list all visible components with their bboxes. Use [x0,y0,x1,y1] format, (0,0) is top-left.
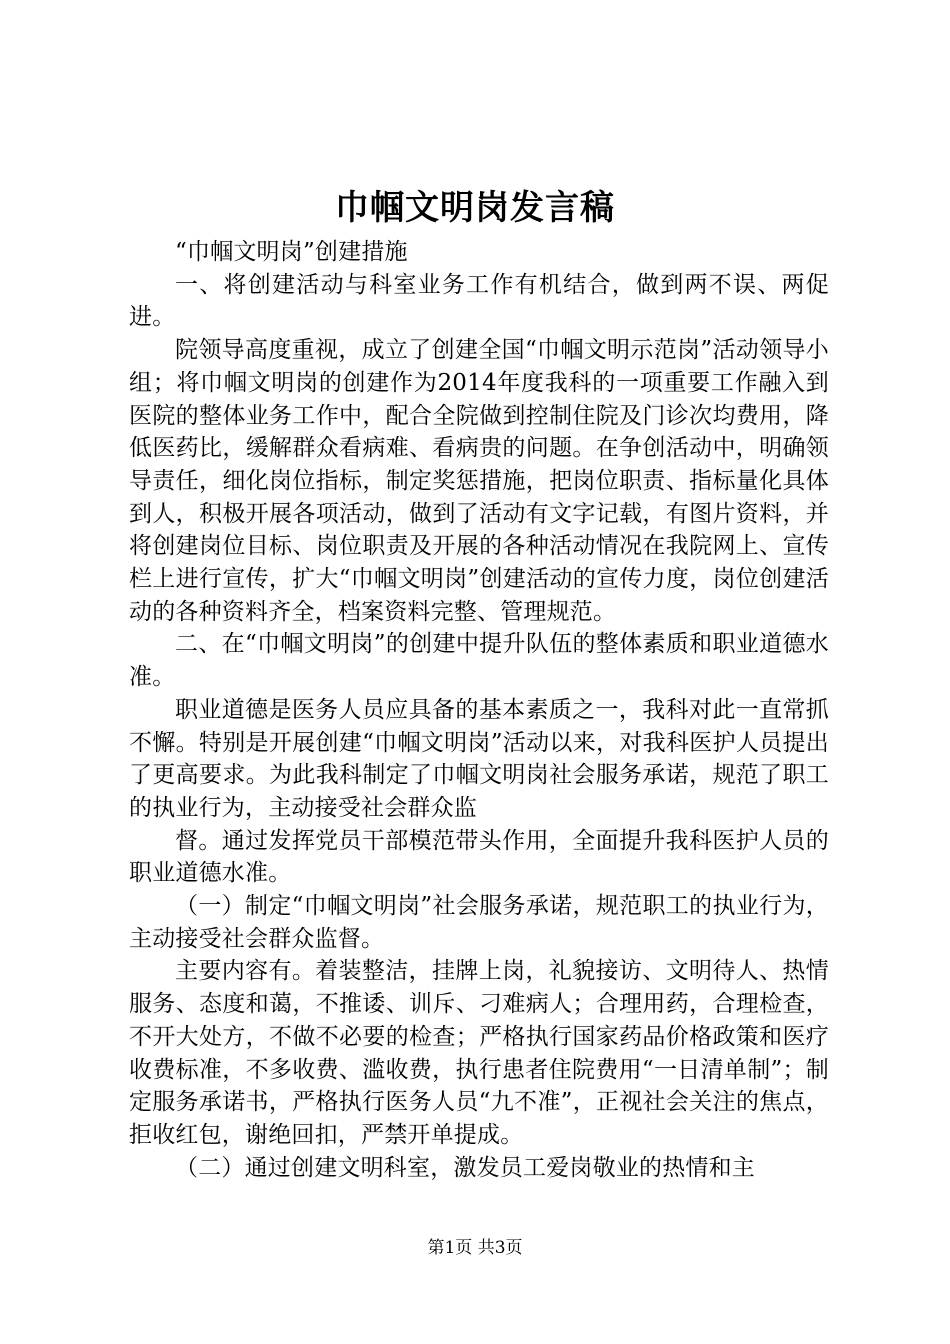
paragraph-subsection-1: （一）制定“巾帼文明岗”社会服务承诺，规范职工的执业行为，主动接受社会群众监督。 [129,893,829,952]
page-number: 第1页 共3页 [427,1238,523,1258]
paragraph-subsection-2: （二）通过创建文明科室，激发员工爱岗敬业的热情和主 [175,1154,755,1181]
document-title: 巾帼文明岗发言稿 [335,188,615,228]
paragraph: 职业道德是医务人员应具备的基本素质之一，我科对此一直常抓不懈。特别是开展创建“巾帼文明岗”活动以来，对我科医护人员提出了更高要求。为此我科制定了巾帼文明岗社会服务承诺，规范了职工的执业行为，主动接受社会群众监 [129,696,829,821]
paragraph-section-2: 二、在“巾帼文明岗”的创建中提升队伍的整体素质和职业道德水准。 [129,631,829,691]
paragraph: 督。通过发挥党员干部模范带头作用，全面提升我科医护人员的职业道德水准。 [129,827,829,887]
paragraph: 院领导高度重视，成立了创建全国“巾帼文明示范岗”活动领导小组；将巾帼文明岗的创建作为2014年度我科的一项重要工作融入到医院的整体业务工作中，配合全院做到控制住院及门诊次均费用，降低医药比，缓解群众看病难、看病贵的问题。在争创活动中，明确领导责任，细化岗位指标，制定奖惩措施，把岗位职责、指标量化具体到人，积极开展各项活动，做到了活动有文字记载，有图片资料，并将创建岗位目标、岗位职责及开展的各种活动情况在我院网上、宣传栏上进行宣传，扩大“巾帼文明岗”创建活动的宣传力度，岗位创建活动的各种资料齐全，档案资料完整、管理规范。 [129,337,829,625]
paragraph-heading: “巾帼文明岗”创建措施 [175,239,408,265]
document-body [129,236,829,1184]
paragraph: 主要内容有。着装整洁，挂牌上岗，礼貌接访、文明待人、热情服务、态度和蔼，不推诿、训斥、刁难病人；合理用药，合理检查，不开大处方，不做不必要的检查；严格执行国家药品价格政策和医疗收费标准，不多收费、滥收费，执行患者住院费用“一日清单制”；制定服务承诺书，严格执行医务人员“九不准”，正视社会关注的焦点，拒收红包，谢绝回扣，严禁开单提成。 [129,958,829,1148]
paragraph-section-1: 一、将创建活动与科室业务工作有机结合，做到两不误、两促进。 [129,271,829,331]
